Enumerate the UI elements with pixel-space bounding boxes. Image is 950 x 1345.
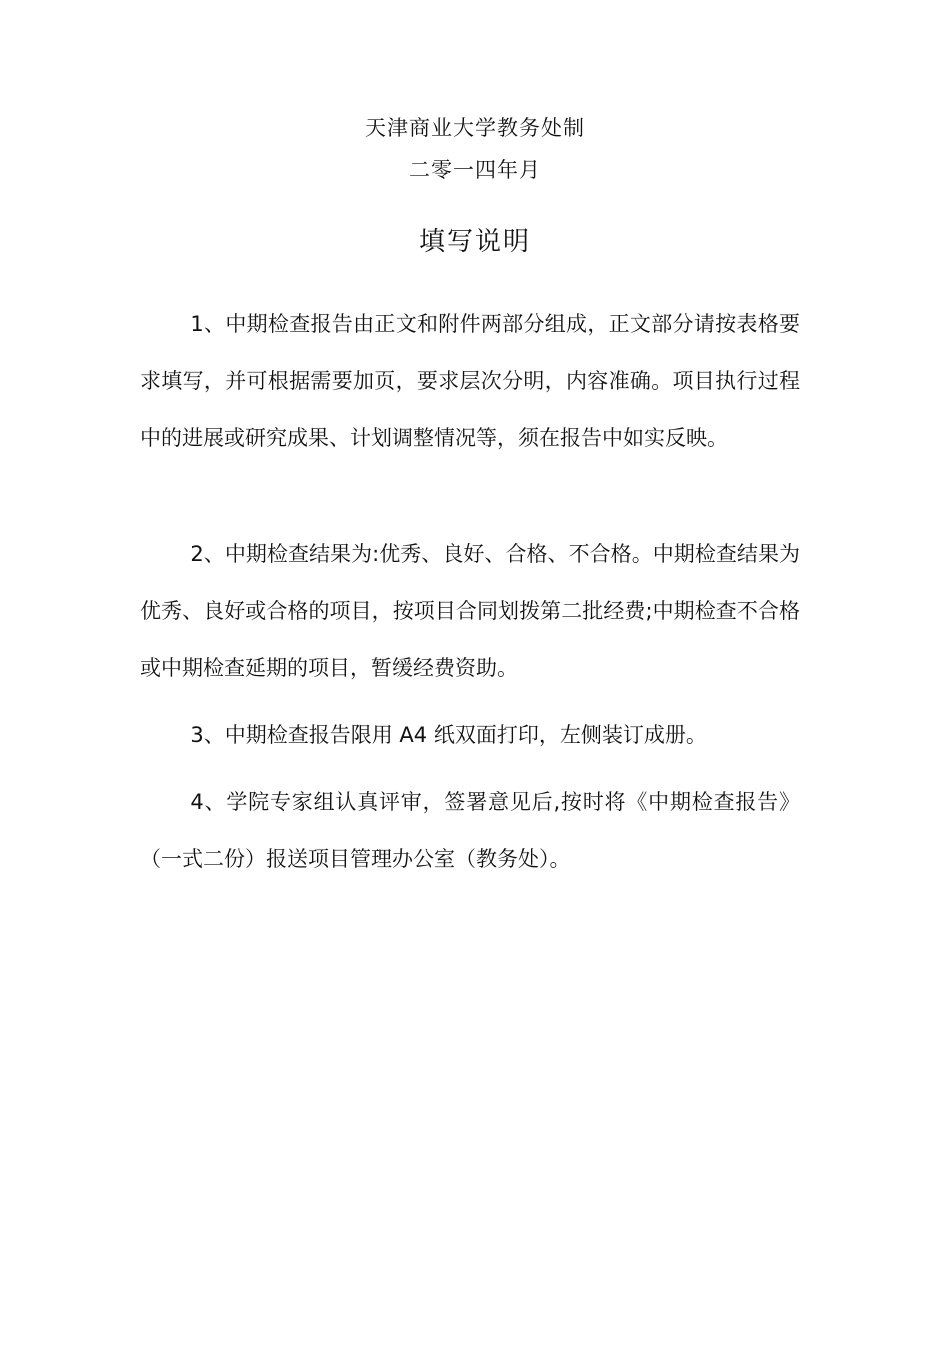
instructions-title: 填写说明 xyxy=(418,227,531,257)
instruction-item-1: 1、中期检查报告由正文和附件两部分组成，正文部分请按表格要求填写，并可根据需要加页，要求层次分明，内容准确。项目执行过程中的进展或研究成果、计划调整情况等，须在报告中如实反映。 xyxy=(140,312,800,450)
instruction-item-4: 4、学院专家组认真评审，签署意见后,按时将《中期检查报告》（一式二份）报送项目管理办公室（教务处）。 xyxy=(140,790,800,871)
instruction-item-2: 2、中期检查结果为:优秀、良好、合格、不合格。中期检查结果为优秀、良好或合格的项目，按项目合同划拨第二批经费;中期检查不合格或中期检查延期的项目，暂缓经费资助。 xyxy=(140,542,800,680)
issuer-line: 天津商业大学教务处制 xyxy=(365,116,585,140)
instruction-item-3: 3、中期检查报告限用 A4 纸双面打印，左侧装订成册。 xyxy=(190,723,707,747)
date-line: 二零一四年月 xyxy=(409,158,541,182)
